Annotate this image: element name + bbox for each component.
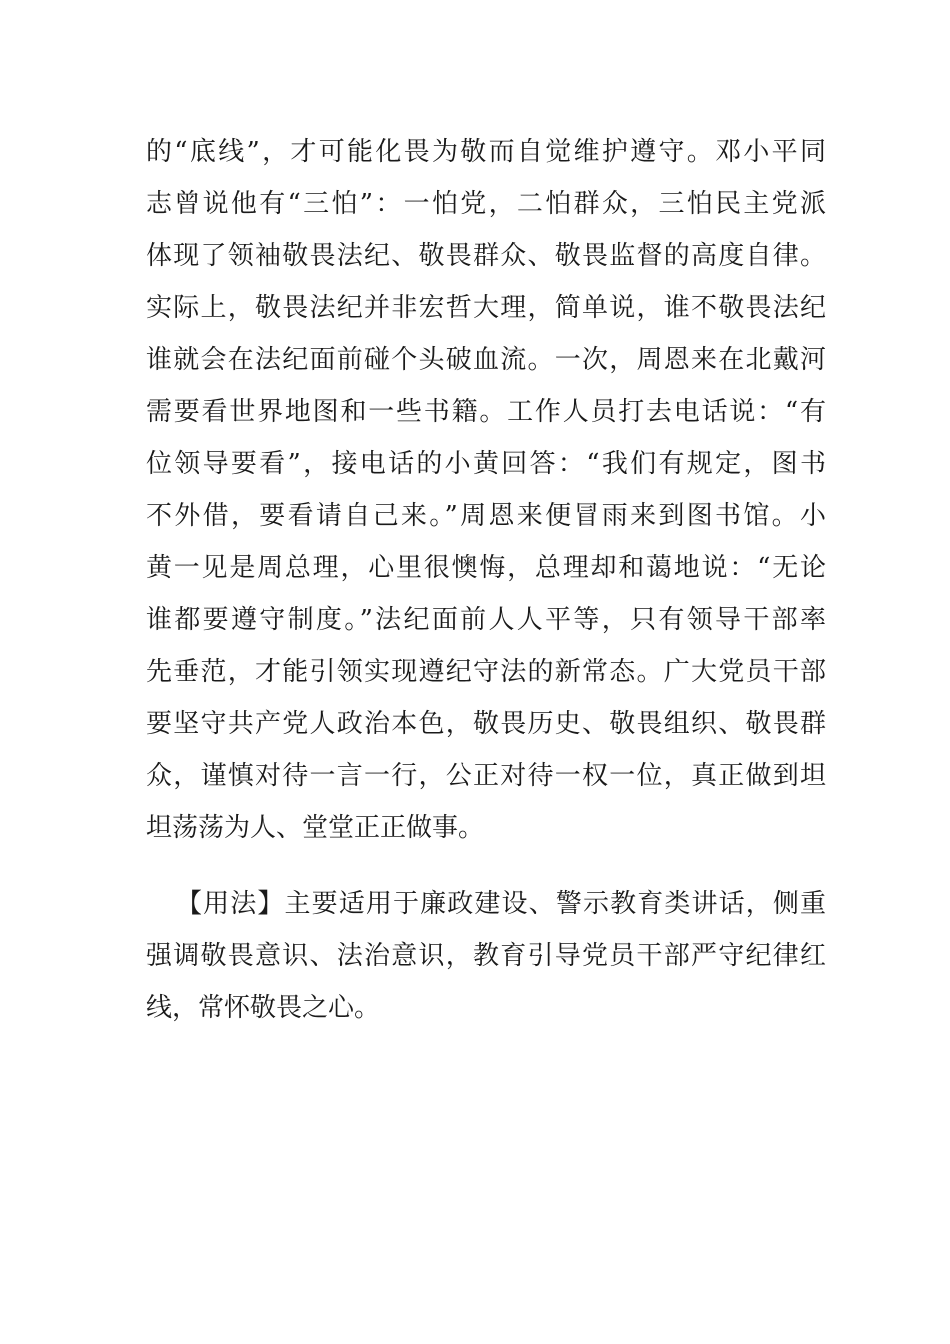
text-line: 需要看世界地图和一些书籍。工作人员打去电话说：“有: [146, 397, 826, 427]
text-line: 的“底线”，才可能化畏为敬而自觉维护遵守。邓小平同: [146, 137, 826, 167]
text-line: 实际上，敬畏法纪并非宏哲大理，简单说，谁不敬畏法纪: [146, 293, 826, 323]
text-line: 强调敬畏意识、法治意识，教育引导党员干部严守纪律红: [146, 941, 826, 971]
text-line: 坦荡荡为人、堂堂正正做事。: [146, 813, 485, 843]
text-line: 【用法】主要适用于廉政建设、警示教育类讲话，侧重: [176, 889, 826, 919]
text-line: 先垂范，才能引领实现遵纪守法的新常态。广大党员干部: [146, 657, 826, 687]
text-line: 谁就会在法纪面前碰个头破血流。一次，周恩来在北戴河: [146, 345, 826, 375]
paragraph-spacer: [146, 854, 826, 878]
text-line: 众，谨慎对待一言一行，公正对待一权一位，真正做到坦: [146, 761, 826, 791]
document-body: [146, 126, 826, 1034]
text-line: 不外借，要看请自己来。”周恩来便冒雨来到图书馆。小: [146, 501, 826, 531]
text-line: 志曾说他有“三怕”：一怕党，二怕群众，三怕民主党派: [146, 189, 826, 219]
text-line: 黄一见是周总理，心里很懊悔，总理却和蔼地说：“无论: [146, 553, 826, 583]
usage-paragraph: [146, 878, 826, 1034]
text-line: 位领导要看”，接电话的小黄回答：“我们有规定，图书: [146, 449, 826, 479]
paragraph: [146, 126, 826, 854]
text-line: 谁都要遵守制度。”法纪面前人人平等，只有领导干部率: [146, 605, 826, 635]
text-line: 线，常怀敬畏之心。: [146, 993, 381, 1023]
text-line: 要坚守共产党人政治本色，敬畏历史、敬畏组织、敬畏群: [146, 709, 826, 739]
text-line: 体现了领袖敬畏法纪、敬畏群众、敬畏监督的高度自律。: [146, 241, 826, 271]
